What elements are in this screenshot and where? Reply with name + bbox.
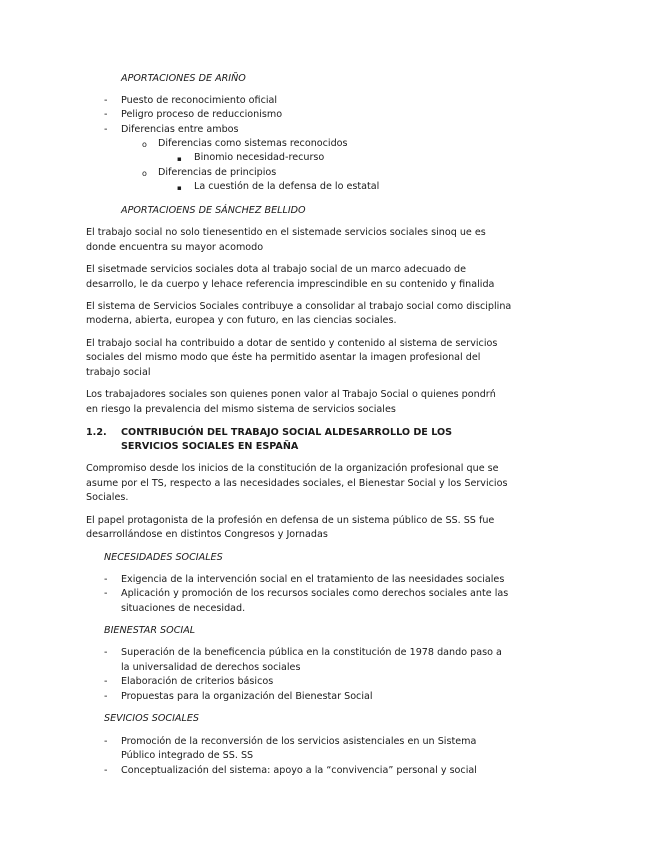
subsection-title-necesidades: NECESIDADES SOCIALES [104, 552, 223, 563]
section-heading-line1: CONTRIBUCIÓN DEL TRABAJO SOCIAL ALDESARROLLO DE LOS [121, 427, 453, 438]
bullet-dash: - [104, 676, 108, 687]
bullet-circle: o [142, 140, 147, 149]
paragraph-line: donde encuentra su mayor acomodo [86, 242, 264, 253]
section-title-sanchez: APORTACIOENS DE SÁNCHEZ BELLIDO [121, 205, 306, 216]
bullet-dash: - [104, 765, 108, 776]
subsection-title-bienestar: BIENESTAR SOCIAL [104, 625, 196, 636]
sub-list-item: Diferencias como sistemas reconocidos [158, 138, 348, 149]
bullet-dash: - [104, 124, 108, 135]
paragraph-line: El trabajo social ha contribuido a dotar de sentido y contenido al sistema de servicios [86, 338, 498, 349]
paragraph-line: trabajo social [86, 367, 151, 378]
paragraph-line: Sociales. [86, 492, 129, 503]
sub-sub-list-item: La cuestión de la defensa de lo estatal [194, 181, 380, 192]
bullet-square: ▪ [177, 184, 182, 192]
paragraph-line: El trabajo social no solo tienesentido en el sistemade servicios sociales sinoq ue es [86, 227, 486, 238]
list-item-continuation: la universalidad de derechos sociales [121, 662, 301, 673]
sub-list-item: Diferencias de principios [158, 167, 277, 178]
list-item: Puesto de reconocimiento oficial [121, 95, 278, 106]
paragraph-line: en riesgo la prevalencia del mismo sistema de servicios sociales [86, 404, 396, 415]
bullet-dash: - [104, 588, 108, 599]
list-item: Superación de la beneficencia pública en la constitución de 1978 dando paso a [121, 647, 502, 658]
section-heading-line2: SERVICIOS SOCIALES EN ESPAÑA [121, 441, 299, 452]
paragraph-line: sociales del mismo modo que éste ha permitido asentar la imagen profesional del [86, 352, 481, 363]
list-item: Diferencias entre ambos [121, 124, 239, 135]
list-item: Exigencia de la intervención social en el tratamiento de las neesidades sociales [121, 574, 505, 585]
paragraph-line: desarrollo, le da cuerpo y lehace referencia imprescindible en su contenido y finalida [86, 279, 495, 290]
bullet-dash: - [104, 691, 108, 702]
bullet-circle: o [142, 169, 147, 178]
section-number: 1.2. [86, 427, 107, 438]
subsection-title-servicios: SEVICIOS SOCIALES [104, 713, 199, 724]
paragraph-line: Los trabajadores sociales son quienes ponen valor al Trabajo Social o quienes pondrń [86, 389, 496, 400]
list-item: Promoción de la reconversión de los servicios asistenciales en un Sistema [121, 736, 477, 747]
list-item-continuation: Público integrado de SS. SS [121, 750, 254, 761]
bullet-dash: - [104, 109, 108, 120]
bullet-square: ▪ [177, 155, 182, 163]
paragraph-line: moderna, abierta, europea y con futuro, en las ciencias sociales. [86, 315, 397, 326]
bullet-dash: - [104, 647, 108, 658]
paragraph-line: El papel protagonista de la profesión en defensa de un sistema público de SS. SS fue [86, 515, 495, 526]
paragraph-line: El sisetmade servicios sociales dota al trabajo social de un marco adecuado de [86, 264, 467, 275]
bullet-dash: - [104, 95, 108, 106]
section-title-arino: APORTACIONES DE ARIÑO [121, 73, 246, 84]
paragraph-line: asume por el TS, respecto a las necesidades sociales, el Bienestar Social y los Servicios [86, 478, 508, 489]
sub-sub-list-item: Binomio necesidad-recurso [194, 152, 325, 163]
bullet-dash: - [104, 736, 108, 747]
list-item: Peligro proceso de reduccionismo [121, 109, 283, 120]
paragraph-line: El sistema de Servicios Sociales contribuye a consolidar al trabajo social como disciplina [86, 301, 512, 312]
paragraph-line: desarrollándose en distintos Congresos y Jornadas [86, 529, 328, 540]
list-item: Elaboración de criterios básicos [121, 676, 274, 687]
list-item: Aplicación y promoción de los recursos sociales como derechos sociales ante las [121, 588, 509, 599]
bullet-dash: - [104, 574, 108, 585]
paragraph-line: Compromiso desde los inicios de la constitución de la organización profesional que se [86, 463, 499, 474]
list-item-continuation: situaciones de necesidad. [121, 603, 246, 614]
list-item: Conceptualización del sistema: apoyo a la “convivencia” personal y social [121, 765, 477, 776]
list-item: Propuestas para la organización del Bienestar Social [121, 691, 373, 702]
